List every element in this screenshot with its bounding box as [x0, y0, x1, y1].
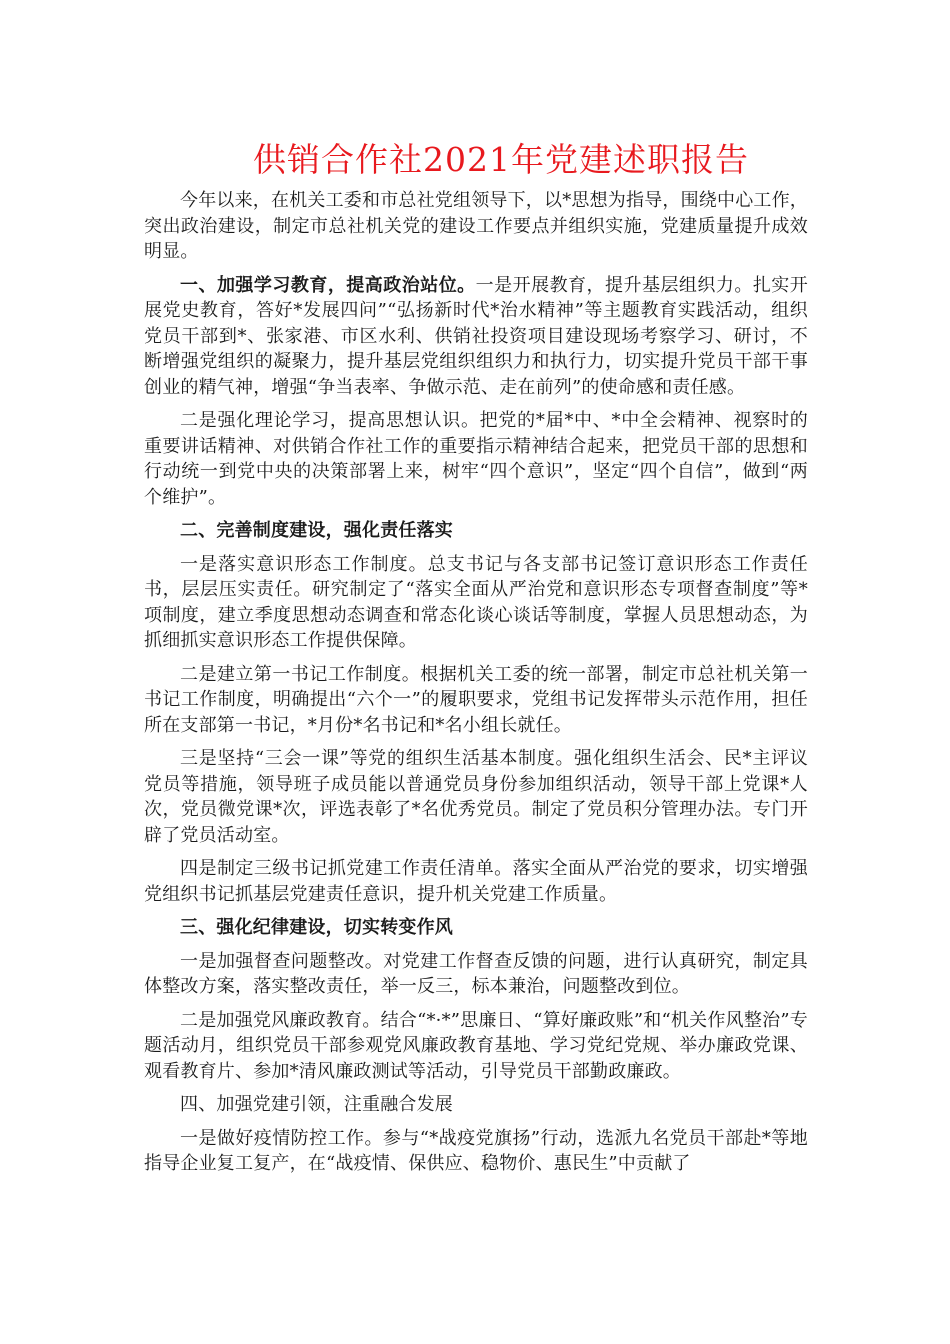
section3-paragraph2: 二是加强党风廉政教育。结合“*·*”思廉日、“算好廉政账”和“机关作风整治”专题活动月，组织党员干部参观党风廉政教育基地、学习党纪党规、举办廉政党课、观看教育片、参加*清风廉政测试等活动，引导党员干部勤政廉政。	[144, 1009, 808, 1082]
section3-paragraph1: 一是加强督查问题整改。对党建工作督查反馈的问题，进行认真研究，制定具体整改方案，落实整改责任，举一反三，标本兼治，问题整改到位。	[144, 950, 808, 997]
intro-paragraph: 今年以来，在机关工委和市总社党组领导下，以*思想为指导，围绕中心工作，突出政治建设，制定市总社机关党的建设工作要点并组织实施，党建质量提升成效明显。	[144, 190, 808, 262]
section1-paragraph2: 二是强化理论学习，提高思想认识。把党的*届*中、*中全会精神、视察时的重要讲话精神、对供销合作社工作的重要指示精神结合起来，把党员干部的思想和行动统一到党中央的决策部署上来，树牢“四个意识”，坚定“四个自信”，做到“两个维护”。	[144, 410, 808, 508]
section4-paragraph1: 一是做好疫情防控工作。参与“*战疫党旗扬”行动，选派九名党员干部赴*等地指导企业复工复产，在“战疫情、保供应、稳物价、惠民生”中贡献了	[144, 1127, 808, 1174]
section2-heading: 二、完善制度建设，强化责任落实	[180, 520, 453, 541]
section1-heading: 一、加强学习教育，提高政治站位。	[180, 274, 476, 296]
section2-paragraph2: 二是建立第一书记工作制度。根据机关工委的统一部署，制定市总社机关第一书记工作制度，明确提出“六个一”的履职要求，党组书记发挥带头示范作用，担任所在支部第一书记，*月份*名书记和*名小组长就任。	[144, 663, 808, 736]
document-body	[144, 188, 808, 1185]
document-title: 供销合作社2021年党建述职报告	[253, 140, 749, 179]
section1-paragraph1-text: 一是开展教育，提升基层组织力。扎实开展党史教育，答好*发展四问”“弘扬新时代*治水精神”等主题教育实践活动，组织党员干部到*、张家港、市区水利、供销社投资项目建设现场考察学习、研讨，不断增强党组织的凝聚力，提升基层党组织组织力和执行力，切实提升党员干部干事创业的精气神，增强“争当表率、争做示范、走在前列”的使命感和责任感。	[144, 274, 808, 398]
section4-heading: 四、加强党建引领，注重融合发展	[180, 1094, 453, 1115]
section1-paragraph1	[144, 273, 808, 401]
section2-paragraph4: 四是制定三级书记抓党建工作责任清单。落实全面从严治党的要求，切实增强党组织书记抓基层党建责任意识，提升机关党建工作质量。	[144, 858, 808, 905]
section2-paragraph3: 三是坚持“三会一课”等党的组织生活基本制度。强化组织生活会、民*主评议党员等措施，领导班子成员能以普通党员身份参加组织活动，领导干部上党课*人次，党员微党课*次，评选表彰了*名优秀党员。制定了党员积分管理办法。专门开辟了党员活动室。	[144, 748, 808, 846]
section3-heading: 三、强化纪律建设，切实转变作风	[180, 917, 453, 938]
section2-paragraph1: 一是落实意识形态工作制度。总支书记与各支部书记签订意识形态工作责任书，层层压实责任。研究制定了“落实全面从严治党和意识形态专项督查制度”等*项制度，建立季度思想动态调查和常态化谈心谈话等制度，掌握人员思想动态，为抓细抓实意识形态工作提供保障。	[144, 553, 808, 651]
